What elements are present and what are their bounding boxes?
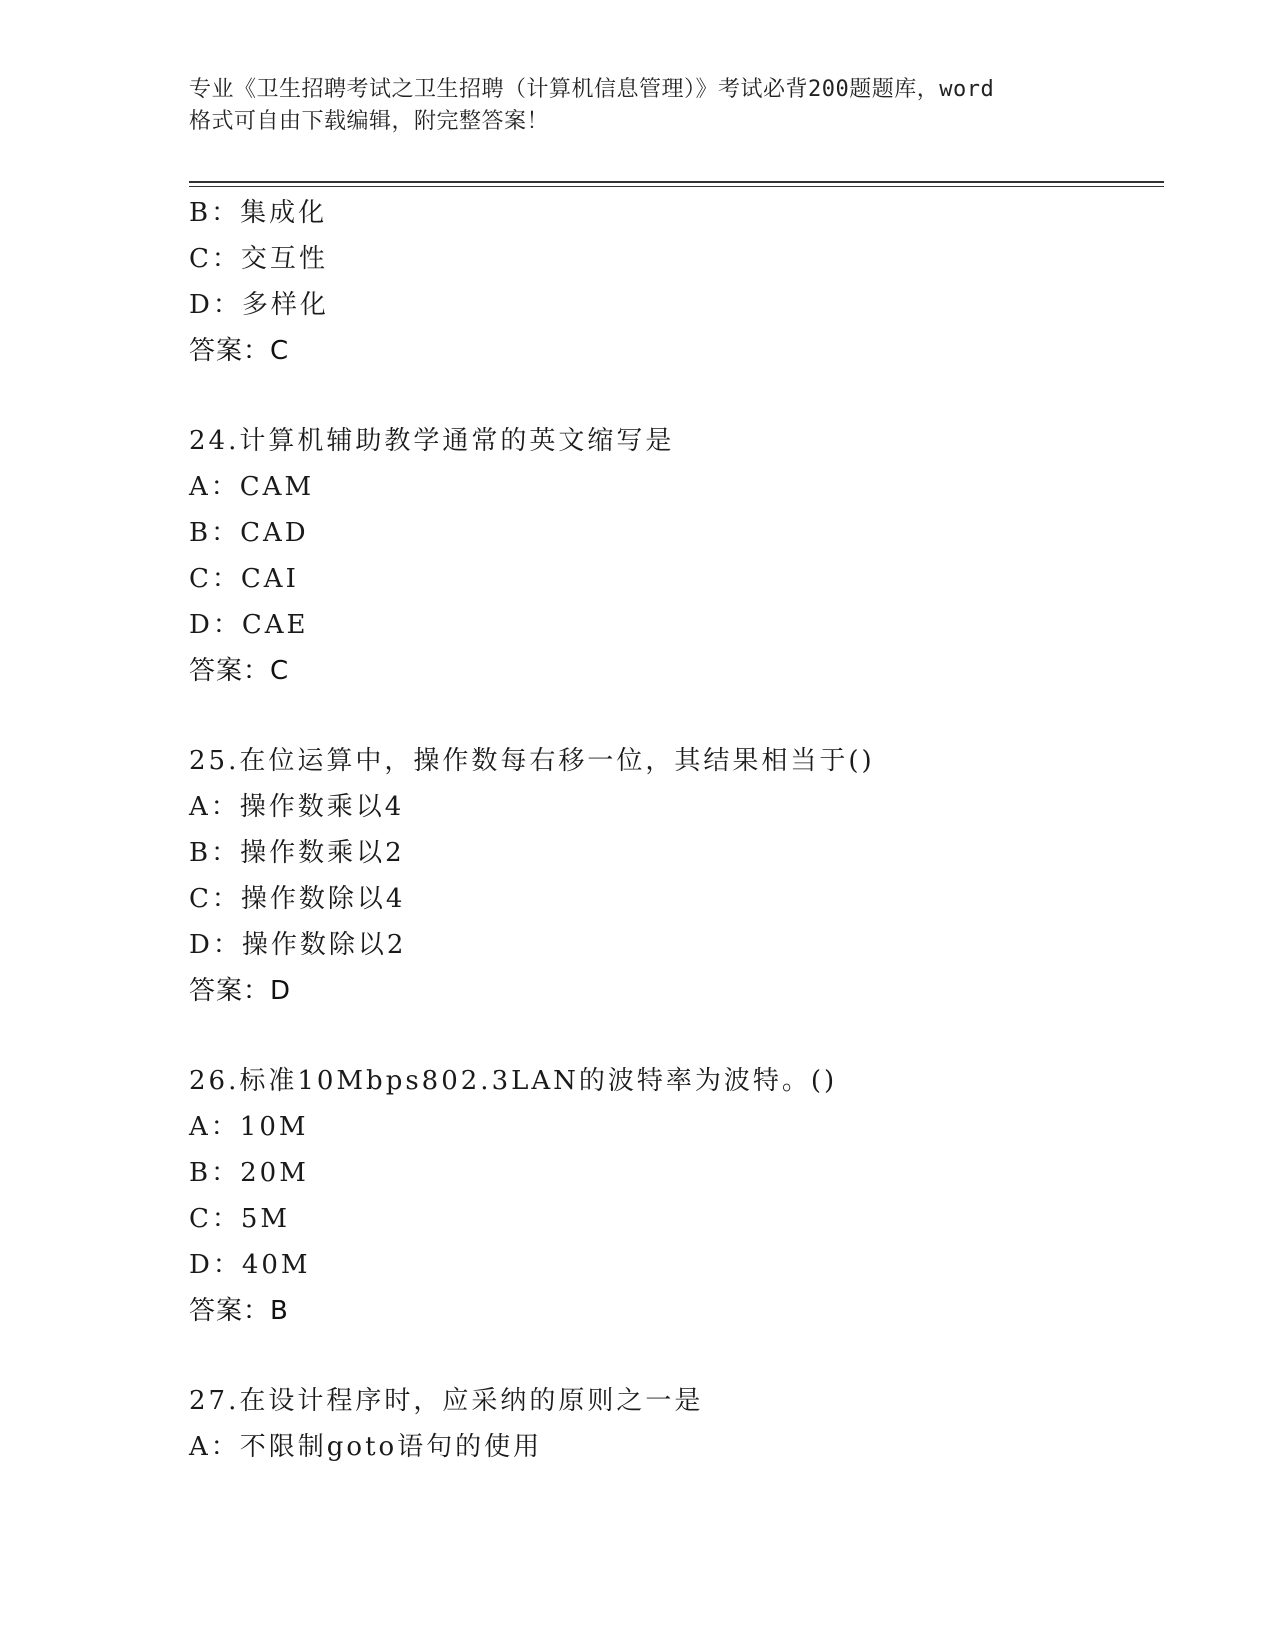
question-block-27 bbox=[189, 1378, 1149, 1470]
spacer bbox=[189, 1334, 1149, 1378]
spacer bbox=[189, 1014, 1149, 1058]
question-block-26 bbox=[189, 1058, 1149, 1334]
option-a: A：10M bbox=[189, 1112, 309, 1142]
header-divider-thin bbox=[189, 186, 1164, 187]
option-a: A：CAM bbox=[189, 472, 315, 502]
option-b: B：集成化 bbox=[189, 198, 328, 228]
option-c: C：交互性 bbox=[189, 244, 328, 274]
option-d: D：CAE bbox=[189, 610, 309, 640]
question-stem: 24.计算机辅助教学通常的英文缩写是 bbox=[189, 426, 675, 456]
option-c: C：CAI bbox=[189, 564, 299, 594]
header-title-line-1: 专业《卫生招聘考试之卫生招聘（计算机信息管理）》考试必背200题题库，word bbox=[189, 77, 995, 102]
option-a: A：操作数乘以4 bbox=[189, 792, 405, 822]
question-stem: 27.在设计程序时，应采纳的原则之一是 bbox=[189, 1386, 704, 1416]
option-d: D：多样化 bbox=[189, 290, 329, 320]
document-header bbox=[189, 74, 1089, 138]
question-content bbox=[189, 190, 1149, 1470]
answer-line: 答案：C bbox=[189, 656, 290, 686]
option-d: D：操作数除以2 bbox=[189, 930, 407, 960]
option-d: D：40M bbox=[189, 1250, 311, 1280]
answer-line: 答案：D bbox=[189, 976, 292, 1006]
answer-line: 答案：B bbox=[189, 1296, 289, 1326]
option-c: C：操作数除以4 bbox=[189, 884, 406, 914]
header-divider-thick bbox=[189, 181, 1164, 183]
option-b: B：CAD bbox=[189, 518, 309, 548]
option-c: C：5M bbox=[189, 1204, 291, 1234]
question-block-partial bbox=[189, 190, 1149, 374]
option-b: B：20M bbox=[189, 1158, 309, 1188]
header-title-line-2: 格式可自由下载编辑，附完整答案！ bbox=[189, 109, 550, 134]
option-a: A：不限制goto语句的使用 bbox=[189, 1432, 543, 1462]
question-block-24 bbox=[189, 418, 1149, 694]
spacer bbox=[189, 374, 1149, 418]
question-block-25 bbox=[189, 738, 1149, 1014]
answer-line: 答案：C bbox=[189, 336, 290, 366]
spacer bbox=[189, 694, 1149, 738]
question-stem: 25.在位运算中，操作数每右移一位，其结果相当于() bbox=[189, 746, 875, 776]
option-b: B：操作数乘以2 bbox=[189, 838, 405, 868]
question-stem: 26.标准10Mbps802.3LAN的波特率为波特。() bbox=[189, 1066, 838, 1096]
